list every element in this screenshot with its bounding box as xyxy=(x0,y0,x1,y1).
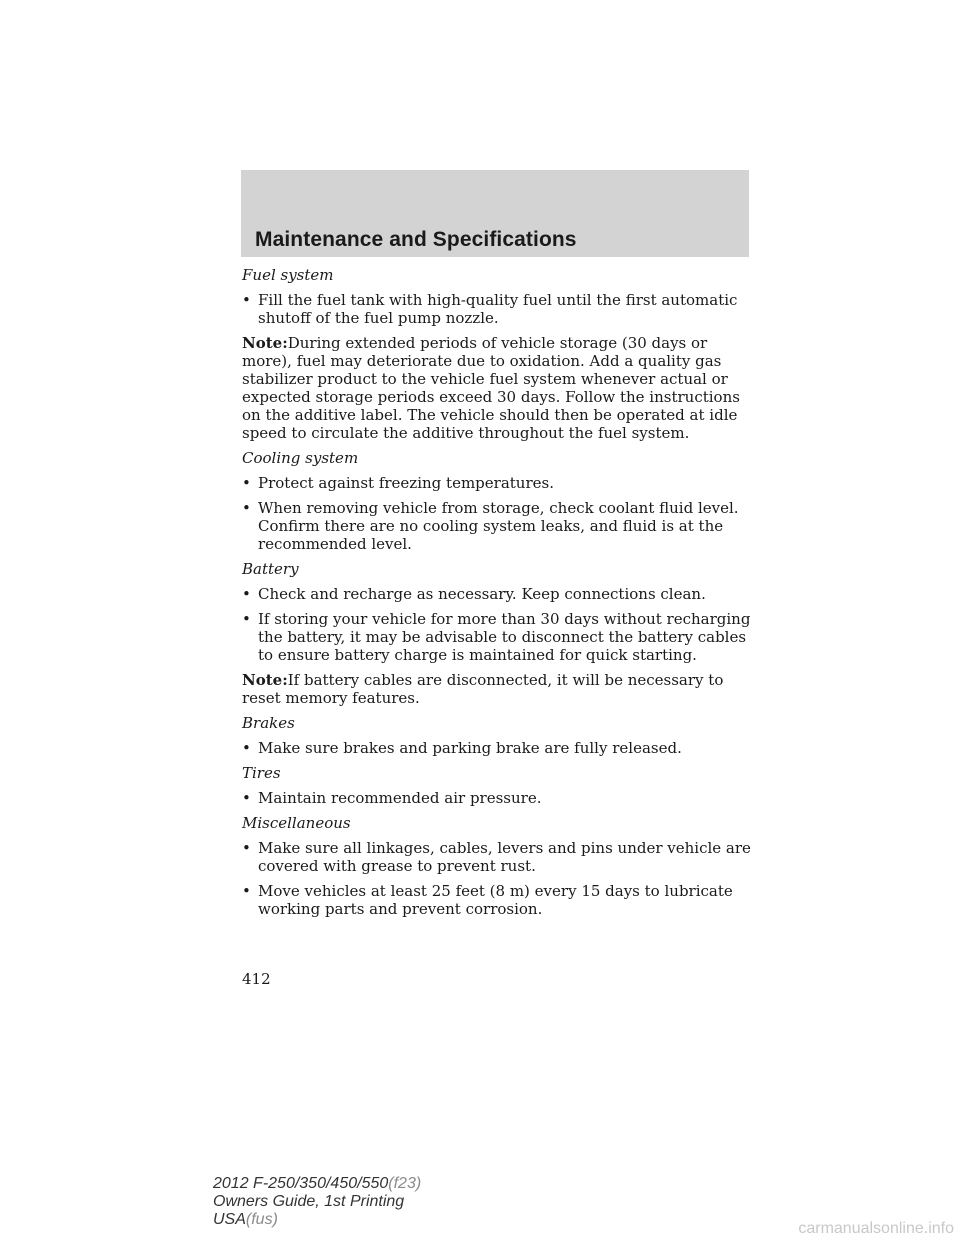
note-text: During extended periods of vehicle storage (30 days or more), fuel may deteriorate due to oxidation. Add a quality gas stabilizer product to the vehicle fuel system whenever actual or expected storage periods exceed 30 days. Follow the instructions on the additive label. The vehicle should then be operated at idle speed to circulate the additive throughout the fuel system. xyxy=(242,334,740,442)
bullet-icon: • xyxy=(242,291,251,309)
bullet-item xyxy=(242,499,752,553)
bullet-item xyxy=(242,882,752,918)
watermark-text[interactable]: carmanualsonline.info xyxy=(798,1220,954,1237)
bullet-item xyxy=(242,610,752,664)
subheading-tires: Tires xyxy=(242,764,281,782)
footer-model-code: (f23) xyxy=(388,1175,422,1192)
note-text: If battery cables are disconnected, it will be necessary to reset memory features. xyxy=(242,671,724,707)
page-content xyxy=(242,266,752,925)
subheading-cooling-system: Cooling system xyxy=(242,449,359,467)
bullet-text: Fill the fuel tank with high-quality fuel until the first automatic shutoff of the fuel pump nozzle. xyxy=(258,291,738,327)
bullet-text: Move vehicles at least 25 feet (8 m) every 15 days to lubricate working parts and prevent corrosion. xyxy=(258,882,733,918)
bullet-text: If storing your vehicle for more than 30 days without recharging the battery, it may be advisable to disconnect the battery cables to ensure battery charge is maintained for quick starting. xyxy=(258,610,751,664)
bullet-icon: • xyxy=(242,585,251,603)
subheading-brakes: Brakes xyxy=(242,714,295,732)
bullet-item xyxy=(242,585,752,603)
print-footer xyxy=(213,1175,421,1229)
subheading-miscellaneous: Miscellaneous xyxy=(242,814,351,832)
note-label: Note: xyxy=(242,671,288,689)
bullet-item xyxy=(242,789,752,807)
footer-line-1 xyxy=(213,1175,421,1193)
footer-line-2: Owners Guide, 1st Printing xyxy=(213,1193,405,1210)
footer-market: USA xyxy=(213,1211,246,1228)
bullet-icon: • xyxy=(242,882,251,900)
bullet-icon: • xyxy=(242,474,251,492)
bullet-text: Make sure brakes and parking brake are fully released. xyxy=(258,739,682,757)
bullet-text: Make sure all linkages, cables, levers and pins under vehicle are covered with grease to prevent rust. xyxy=(258,839,751,875)
bullet-icon: • xyxy=(242,789,251,807)
bullet-icon: • xyxy=(242,499,251,517)
page-number: 412 xyxy=(242,970,271,988)
bullet-text: Protect against freezing temperatures. xyxy=(258,474,554,492)
note-fuel xyxy=(242,334,752,442)
bullet-text: When removing vehicle from storage, check coolant fluid level. Confirm there are no cooling system leaks, and fluid is at the recommended level. xyxy=(258,499,739,553)
subheading-fuel-system: Fuel system xyxy=(242,266,334,284)
bullet-icon: • xyxy=(242,839,251,857)
bullet-item xyxy=(242,739,752,757)
footer-model: 2012 F-250/350/450/550 xyxy=(213,1175,389,1192)
footer-market-code: (fus) xyxy=(245,1211,278,1228)
bullet-item xyxy=(242,291,752,327)
bullet-text: Check and recharge as necessary. Keep connections clean. xyxy=(258,585,706,603)
bullet-icon: • xyxy=(242,739,251,757)
bullet-item xyxy=(242,474,752,492)
subheading-battery: Battery xyxy=(242,560,299,578)
footer-line-3 xyxy=(213,1211,421,1229)
section-title: Maintenance and Specifications xyxy=(255,228,577,251)
bullet-icon: • xyxy=(242,610,251,628)
bullet-text: Maintain recommended air pressure. xyxy=(258,789,542,807)
note-battery xyxy=(242,671,752,707)
note-label: Note: xyxy=(242,334,288,352)
bullet-item xyxy=(242,839,752,875)
